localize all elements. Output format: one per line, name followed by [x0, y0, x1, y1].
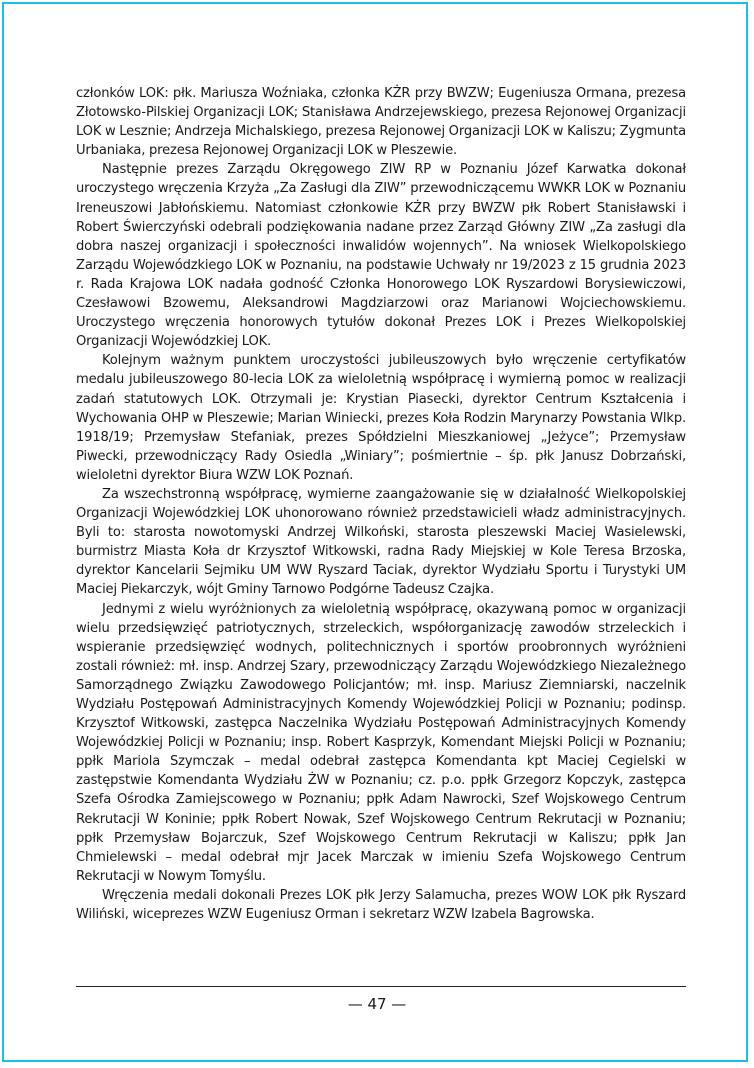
paragraph-administration: Za wszechstronną współpracę, wymierne zaangażowanie się w działalność Wielkopolskiej Organizacji Wojewódzkiej LOK uhonorowano również przedstawicieli władz administracyjnych. Byli to: starosta nowotomyski Andrzej Wilkoński, starosta pleszewski Maciej Wasielewski, burmistrz Miasta Koła dr Krzysztof Witkowski, radna Rady Miejskiej w Kole Teresa Brzoska, dyrektor Kancelarii Sejmiku UM WW Ryszard Taciak, dyrektor Wydziału Sportu i Turystyki UM Maciej Piekarczyk, wójt Gminy Tarnowo Podgórne Tadeusz Czajka.: [76, 486, 686, 598]
footer-divider: [76, 986, 686, 987]
paragraph-distinguished: Jednymi z wielu wyróżnionych za wieloletnią współpracę, okazywaną pomoc w organizacji wielu przedsięwzięć patriotycznych, strzeleckich, współorganizację zawodów strzeleckich i wspieranie przedsięwzięć wodnych, politechnicznych i sportów proobronnych wyróżnieni zostali również: mł. insp. Andrzej Szary, przewodniczący Zarządu Wojewódzkiego Niezależnego Samorządnego Związku Zawodowego Policjantów; mł. insp. Mariusz Ziemniarski, naczelnik Wydziału Postępowań Administracyjnych Komendy Wojewódzkiej Policji w Poznaniu; podinsp. Krzysztof Witkowski, zastępca Naczelnika Wydziału Postępowań Administracyjnych Komendy Wojewódzkiej Policji w Poznaniu; insp. Robert Kasprzyk, Komendant Miejski Policji w Poznaniu; ppłk Mariola Szymczak – medal odebrał zastępca Komendanta kpt Maciej Cegielski w zastępstwie Komendanta Wydziału ŻW w Poznaniu; cz. p.o. ppłk Grzegorz Kopczyk, zastępca Szefa Ośrodka Zamiejscowego w Poznaniu; ppłk Adam Nawrocki, Szef Wojskowego Centrum Rekrutacji W Koninie; ppłk Robert Nowak, Szef Wojskowego Centrum Rekrutacji w Poznaniu; ppłk Przemysław Bojarczuk, Szef Wojskowego Centrum Rekrutacji w Kaliszu; ppłk Jan Chmielewski – medal odebrał mjr Jacek Marczak w imieniu Szefa Wojskowego Centrum Rekrutacji w Nowym Tomyślu.: [76, 601, 686, 884]
paragraph-presenters: Wręczenia medali dokonali Prezes LOK płk Jerzy Salamucha, prezes WOW LOK płk Ryszard Wiliński, wiceprezes WZW Eugeniusz Orman i sekretarz WZW Izabela Bagrowska.: [76, 887, 686, 923]
paragraph-continuation: członków LOK: płk. Mariusza Woźniaka, członka KŻR przy BWZW; Eugeniusza Ormana, prezesa Złotowsko-Pilskiej Organizacji LOK; Stanisława Andrzejewskiego, prezesa Rejonowej Organizacji LOK w Lesznie; Andrzeja Michalskiego, prezesa Rejonowej Organizacji LOK w Kaliszu; Zygmunta Urbaniaka, prezesa Rejonowej Organizacji LOK w Pleszewie.: [76, 86, 686, 159]
paragraph-jubilee-medals: Kolejnym ważnym punktem uroczystości jubileuszowych było wręczenie certyfikatów medalu jubileuszowego 80-lecia LOK za wieloletnią współpracę i wymierną pomoc w realizacji zadań statutowych LOK. Otrzymali je: Krystian Piasecki, dyrektor Centrum Kształcenia i Wychowania OHP w Pleszewie; Marian Winiecki, prezes Koła Rodzin Marynarzy Powstania Wlkp. 1918/19; Przemysław Stefaniak, prezes Spółdzielni Mieszkaniowej „Jeżyce”; Przemysław Piwecki, przewodniczący Rady Osiedla „Winiary”; pośmiertnie – śp. płk Janusz Dobrzański, wieloletni dyrektor Biura WZW LOK Poznań.: [76, 353, 686, 483]
paragraph-honors-ziw: Następnie prezes Zarządu Okręgowego ZIW RP w Poznaniu Józef Karwatka dokonał uroczystego wręczenia Krzyża „Za Zasługi dla ZIW” przewodniczącemu WWKR LOK w Poznaniu Ireneuszowi Jabłońskiemu. Natomiast członkowie KŻR przy BWZW płk Robert Stanisławski i Robert Świerczyński odebrali podziękowania nadane przez Zarząd Główny ZIW „Za zasługi dla dobra naszej organizacji i społeczności inwalidów wojennych”. Na wniosek Wielkopolskiego Zarządu Wojewódzkiego LOK w Poznaniu, na podstawie Uchwały nr 19/2023 z 15 grudnia 2023 r. Rada Krajowa LOK nadała godność Członka Honorowego LOK Ryszardowi Borysiewiczowi, Czesławowi Bzowemu, Aleksandrowi Magdziarzowi oraz Marianowi Wojciechowskiemu. Uroczystego wręczenia honorowych tytułów dokonał Prezes LOK i Prezes Wielkopolskiej Organizacji Wojewódzkiej LOK.: [76, 162, 686, 350]
body-text: [76, 84, 686, 924]
page-number: — 47 —: [347, 995, 407, 1013]
